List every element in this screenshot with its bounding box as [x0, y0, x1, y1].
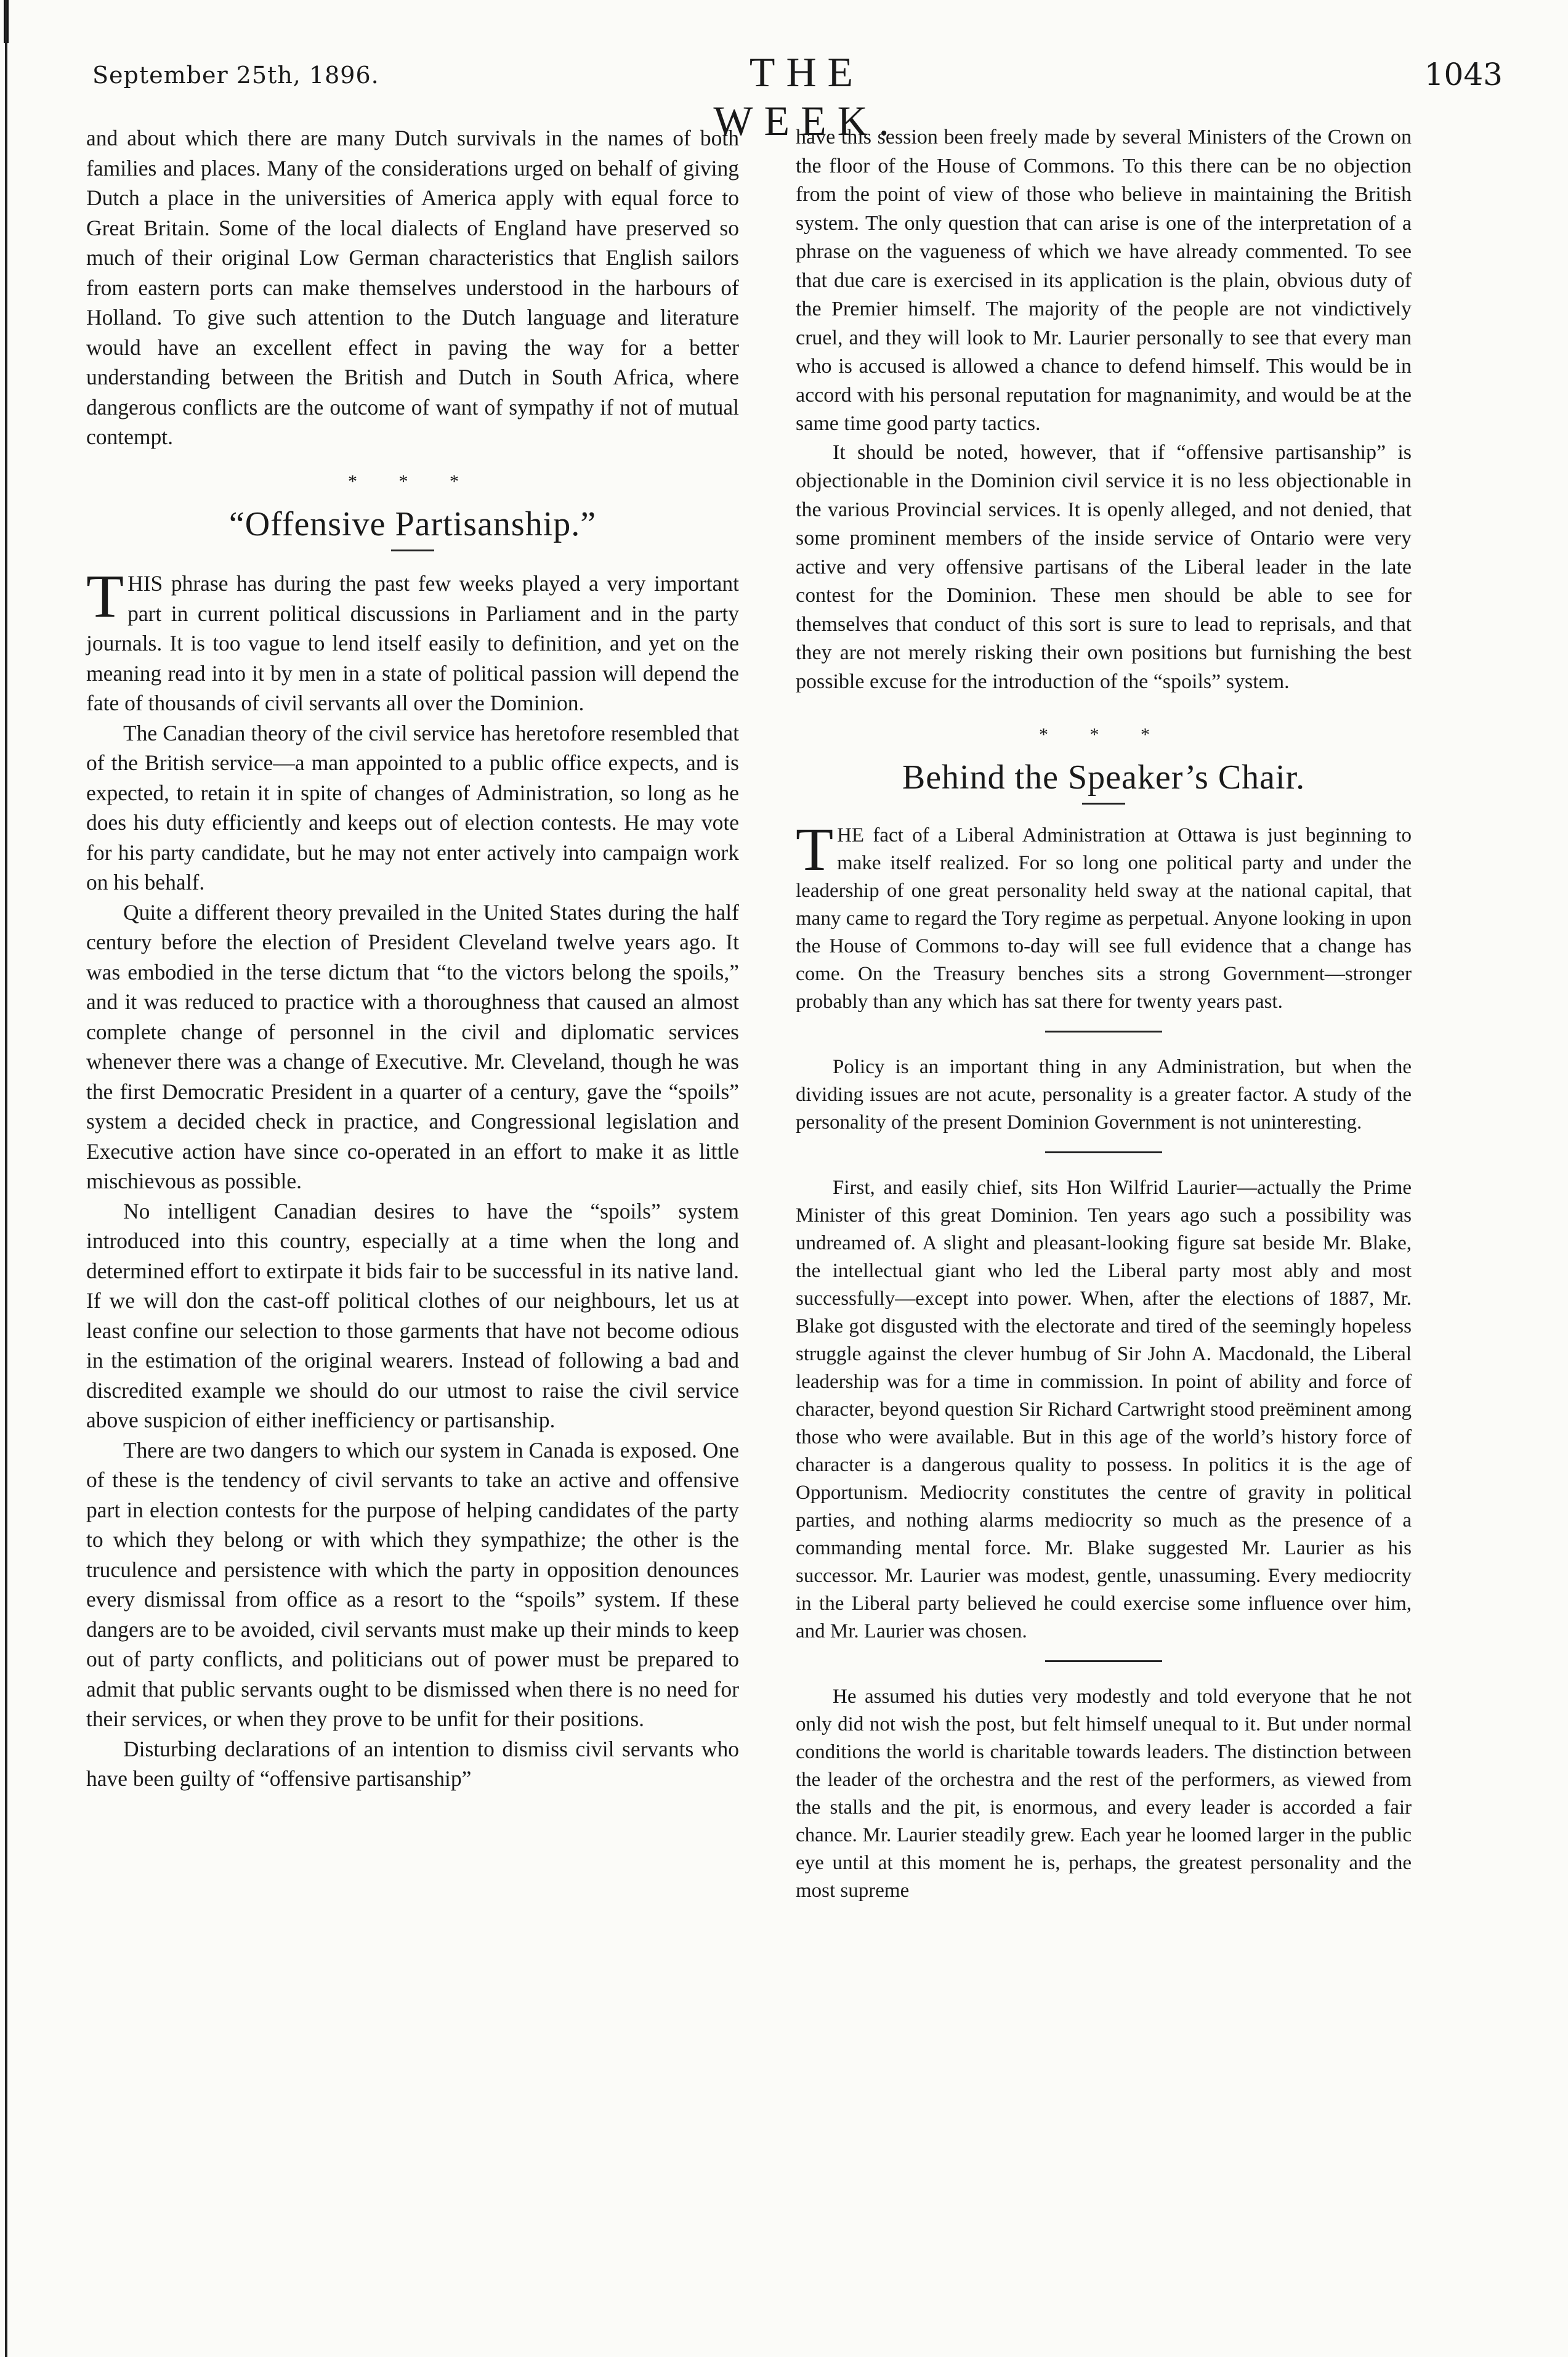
title-rule: [1082, 803, 1125, 805]
article-paragraph: First, and easily chief, sits Hon Wilfrid Laurier—actually the Prime Minister of this great Dominion. Ten years ago such a possibility was undreamed of. A slight and pleasant-looking figure sat beside Mr. Blake, the intellectual giant who led the Liberal party most ably and most successfully—except into power. When, after the elections of 1887, Mr. Blake got disgusted with the electorate and tired of the seemingly hopeless struggle against the clever humbug of Sir John A. Macdonald, the Liberal leadership was for a time in commission. In point of ability and force of character, beyond question Sir Richard Cartwright stood preëminent among those who were available. But in this age of the world’s history force of character is a dangerous quality to possess. In politics it is the age of Opportunism. Mediocrity constitutes the centre of gravity in political parties, and nothing alarms mediocrity so much as the presence of a commanding mental force. Mr. Blake suggested Mr. Laurier as his successor. Mr. Laurier was modest, gentle, unassuming. Every mediocrity in the Liberal party believed he could exercise some influence over him, and Mr. Laurier was chosen.: [796, 1176, 1412, 1642]
right-column: [796, 123, 1412, 1905]
section-divider: [1045, 1151, 1162, 1153]
section-ornament: * * *: [1039, 724, 1168, 745]
drop-cap: T: [86, 562, 124, 630]
intro-paragraph: and about which there are many Dutch survivals in the names of both families and places. Many of the considerations urged on behalf of giving Dutch a place in the universities of America apply with equal force to Great Britain. Some of the local dialects of England have preserved so much of their original Low German characteristics that English sailors from eastern ports can make themselves understood in the harbours of Holland. To give such attention to the Dutch language and literature would have an excellent effect in paving the way for a better understanding between the British and Dutch in South Africa, where dangerous conflicts are the outcome of want of sympathy if not of mutual contempt.: [86, 126, 739, 449]
section-divider: [1045, 1660, 1162, 1662]
continued-paragraph: It should be noted, however, that if “offensive partisanship” is objectionable in the Dominion civil service it is no less objectionable in the various Provincial services. It is openly alleged, and not denied, that some prominent members of the inside service of Ontario were very active and very offensive partisans of the Liberal leader in the late contest for the Dominion. These men should be able to see for themselves that conduct of this sort is sure to lead to reprisals, and that they are not merely risking their own positions but furnishing the best possible excuse for the introduction of the “spoils” system.: [796, 440, 1412, 693]
drop-cap: T: [796, 814, 834, 883]
section-divider: [1045, 1031, 1162, 1032]
section-ornament: * * *: [348, 471, 477, 492]
left-column: [86, 123, 739, 1794]
article-paragraph: Disturbing declarations of an intention to dismiss civil servants who have been guilty of “offensive partisanship”: [86, 1736, 739, 1791]
article-paragraph: THE fact of a Liberal Administration at Ottawa is just beginning to make itself realized. For so long one political party and under the leadership of one great personality held sway at the national capital, that many came to regard the Tory regime as perpetual. Anyone looking in upon the House of Commons to-day will see full evidence that a change has come. On the Treasury benches sits a strong Government—stronger probably than any which has sat there for twenty years past.: [796, 814, 1412, 1013]
page-number: 1043: [1424, 57, 1503, 92]
article-title-behind-speakers-chair: Behind the Speaker’s Chair.: [902, 758, 1306, 797]
article-paragraph: THIS phrase has during the past few weeks played a very important part in current political discussions in Parliament and in the party journals. It is too vague to lend itself easily to definition, and yet on the meaning read into it by men in a state of political passion will depend the fate of thousands of civil servants all over the Dominion.: [86, 562, 739, 715]
masthead-title: THE WEEK.: [713, 49, 900, 144]
binding-edge: [5, 0, 7, 2357]
speakers-chair-body: [796, 814, 1412, 1905]
article-paragraph: Policy is an important thing in any Administration, but when the dividing issues are not acute, personality is a greater factor. A study of the personality of the present Dominion Government is not uninteresting.: [796, 1055, 1412, 1134]
title-rule: [391, 550, 434, 551]
page-header: [92, 48, 1503, 144]
continued-paragraph: have this session been freely made by several Ministers of the Crown on the floor of the House of Commons. To this there can be no objection from the point of view of those who believe in maintaining the British system. The only question that can arise is one of the interpretation of a phrase on the vagueness of which we have already commented. To see that due care is exercised in its application is the plain, obvious duty of the Premier himself. The majority of the people are not vindictively cruel, and they will look to Mr. Laurier personally to see that every man who is accused is allowed a chance to defend himself. This would be in accord with his personal reputation for magnanimity, and would be at the same time good party tactics.: [796, 126, 1412, 435]
article-title-offensive-partisanship: “Offensive Partisanship.”: [228, 505, 597, 543]
article-paragraph: There are two dangers to which our system in Canada is exposed. One of these is the tendency of civil servants to take an active and offensive part in election contests for the purpose of helping candidates of the party to which they belong or with which they sympathize; the other is the truculence and persistence with which the party in opposition denounces every dismissal from office as a resort to the “spoils” system. If these dangers are to be avoided, civil servants must make up their minds to keep out of party conflicts, and politicians out of power must be prepared to admit that public servants ought to be dismissed when there is no need for their services, or when they prove to be unfit for their positions.: [86, 1437, 739, 1731]
article-paragraph: He assumed his duties very modestly and told everyone that he not only did not wish the post, but felt himself unequal to it. But under normal conditions the world is charitable towards leaders. The distinction between the leader of the orchestra and the rest of the performers, as viewed from the stalls and the pit, is enormous, and every leader is accorded a fair chance. Mr. Laurier steadily grew. Each year he loomed larger in the public eye until at this moment he is, perhaps, the greatest personality and the most supreme: [796, 1685, 1412, 1902]
article-paragraph: The Canadian theory of the civil service has heretofore resembled that of the British service—a man appointed to a public office expects, and is expected, to retain it in spite of changes of Administration, so long as he does his duty efficiently and keeps out of election contests. He may vote for his party candidate, but he may not enter actively into campaign work on his behalf.: [86, 720, 739, 895]
article-paragraph: No intelligent Canadian desires to have the “spoils” system introduced into this country, especially at a time when the long and determined effort to extirpate it bids fair to be successful in its native land. If we will don the cast-off political clothes of our neighbours, let us at least confine our selection to those garments that have not become odious in the estimation of the original wearers. Instead of following a bad and discredited example we should do our utmost to raise the civil service above suspicion of either inefficiency or partisanship.: [86, 1198, 739, 1432]
article-paragraph: Quite a different theory prevailed in the United States during the half century before the election of President Cleveland twelve years ago. It was embodied in the terse dictum that “to the victors belong the spoils,” and it was reduced to practice with a thoroughness that caused an almost complete change of personnel in the civil and diplomatic services whenever there was a change of Executive. Mr. Cleveland, though he was the first Democratic President in a quarter of a century, gave the “spoils” system a decided check in practice, and Congressional legislation and Executive action have since co-operated in an effort to make it as little mischievous as possible.: [86, 899, 739, 1193]
issue-date: September 25th, 1896.: [92, 62, 379, 89]
